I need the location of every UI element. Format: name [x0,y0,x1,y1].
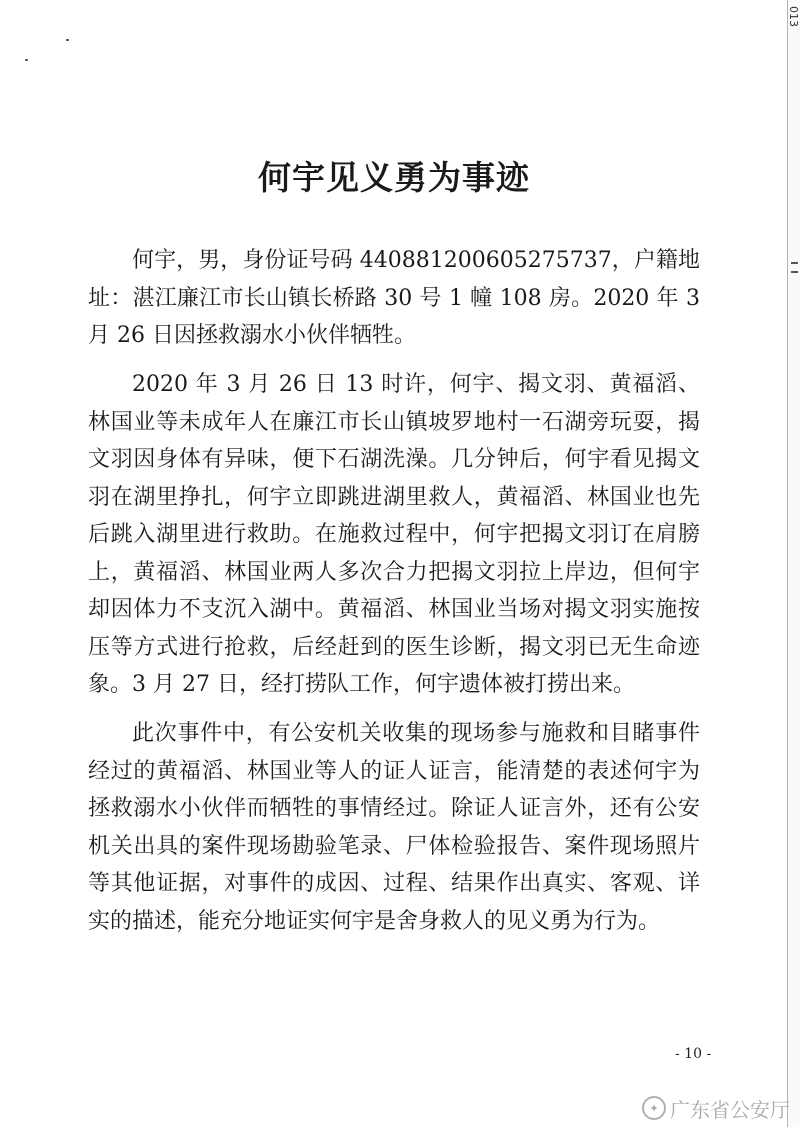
scan-speck [66,39,69,41]
document-body [88,242,700,952]
source-watermark [642,1094,790,1122]
paragraph-3: 此次事件中，有公安机关收集的现场参与施救和目睹事件经过的黄福滔、林国业等人的证人证言，能清楚的表述何宇为拯救溺水小伙伴而牺牲的事情经过。除证人证言外，还有公安机关出具的案件现场勘验笔录、尸体检验报告、案件现场照片等其他证据，对事件的成因、过程、结果作出真实、客观、详实的描述，能充分地证实何宇是舍身救人的见义勇为行为。 [88,721,700,934]
edge-mark [791,262,798,264]
scan-speck [25,59,28,61]
paragraph-2: 2020 年 3 月 26 日 13 时许，何宇、揭文羽、黄福滔、林国业等未成年人在廉江市长山镇坡罗地村一石湖旁玩耍，揭文羽因身体有异味，便下石湖洗澡。几分钟后，何宇看见揭文羽在湖里挣扎，何宇立即跳进湖里救人，黄福滔、林国业也先后跳入湖里进行救助。在施救过程中，何宇把揭文羽订在肩膀上，黄福滔、林国业两人多次合力把揭文羽拉上岸边，但何宇却因体力不支沉入湖中。黄福滔、林国业当场对揭文羽实施按压等方式进行抢救，后经赶到的医生诊断，揭文羽已无生命迹象。3 月 27 日，经打捞队工作，何宇遗体被打捞出来。 [88,372,700,697]
paragraph-1: 何宇，男，身份证号码 440881200605275737，户籍地址：湛江廉江市长山镇长桥路 30 号 1 幢 108 房。2020 年 3 月 26 日因拯救溺水小伙伴牺牲。 [88,248,700,348]
page-number: - 10 - [675,1046,712,1062]
watermark-text: 广东省公安厅 [670,1097,790,1122]
edge-mark [791,271,798,273]
page-code: 013 [787,6,800,27]
page-binding-edge [787,0,800,1127]
document-title: 何宇见义勇为事迹 [258,158,530,197]
police-badge-icon: ✦ [642,1096,666,1120]
